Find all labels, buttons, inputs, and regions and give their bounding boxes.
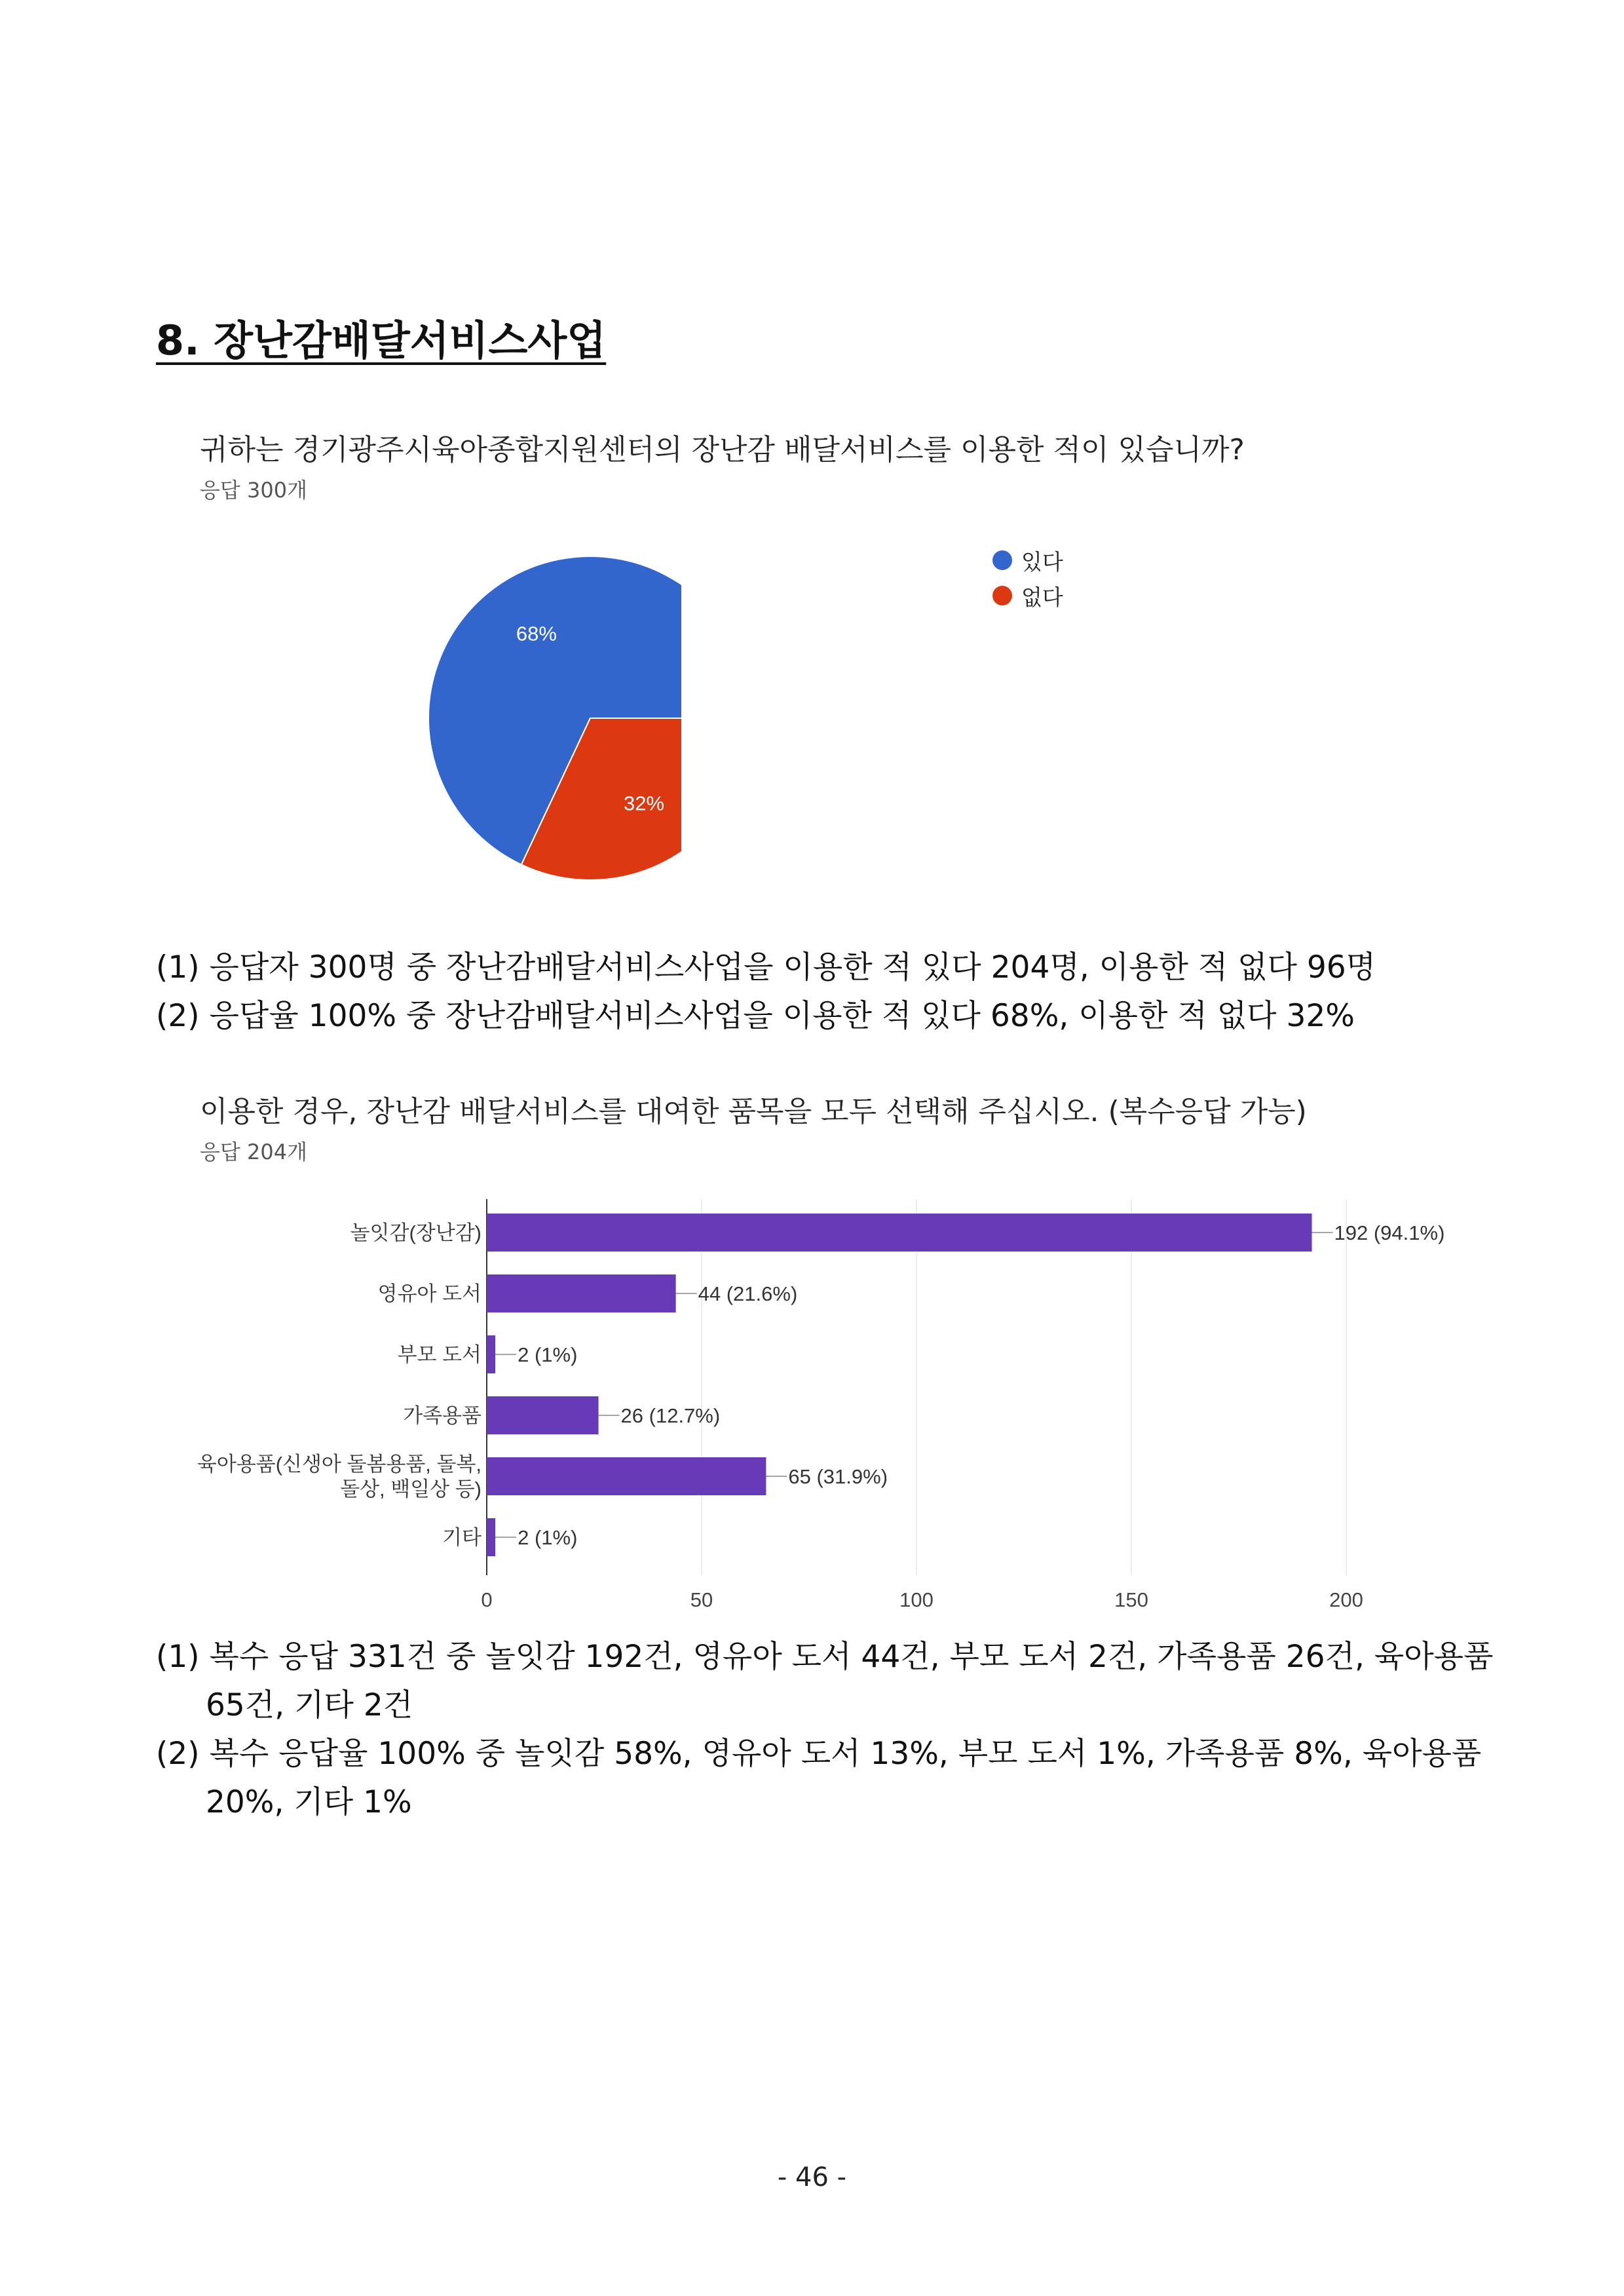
bar-3 [487,1396,599,1434]
pie-legend [992,543,1063,613]
q2-summary-line2: (2) 복수 응답율 100% 중 놀잇감 58%, 영유아 도서 13%, 부모 도서 1%, 가족용품 8%, 육아용품 [156,1736,1482,1772]
q1-response-count: 응답 300개 [200,478,307,503]
data-label-2: 2 (1%) [518,1343,578,1366]
x-tick-label: 150 [1114,1588,1148,1611]
category-label-2: 부모 도서 [397,1343,482,1366]
legend-label-no: 없다 [1021,584,1063,610]
legend-item-no [992,578,1063,613]
data-label-3: 26 (12.7%) [620,1404,721,1427]
x-tick-label: 0 [481,1588,493,1611]
q2-summary-line1: (1) 복수 응답 331건 중 놀잇감 192건, 영유아 도서 44건, 부모 도서 2건, 가족용품 26건, 육아용품 [156,1639,1494,1675]
bar-5 [487,1518,495,1556]
x-tick-label: 200 [1329,1588,1363,1611]
q1-question: 귀하는 경기광주시육아종합지원센터의 장난감 배달서비스를 이용한 적이 있습니까? [200,433,1245,467]
legend-dot-no [992,586,1012,605]
q1-summary-line1: (1) 응답자 300명 중 장난감배달서비스사업을 이용한 적 있다 204명, 이용한 적 없다 96명 [156,949,1376,985]
x-tick-label: 50 [690,1588,713,1611]
pie-chart [406,537,681,891]
bar-4 [487,1457,766,1495]
legend-item-yes [992,543,1063,578]
q2-summary [156,1633,1494,1827]
category-label-4: 돌상, 백일상 등) [340,1478,482,1501]
category-label-0: 놀잇감(장난감) [350,1221,482,1244]
category-label-4: 육아용품(신생아 돌봄용품, 돌복, [197,1453,482,1476]
bar-0 [487,1214,1312,1252]
q2-question: 이용한 경우, 장난감 배달서비스를 대여한 품목을 모두 선택해 주십시오. (복수응답 가능) [200,1095,1307,1128]
category-label-1: 영유아 도서 [377,1282,482,1305]
bar-chart [131,1179,1507,1625]
pie-label-1: 32% [624,792,665,815]
data-label-0: 192 (94.1%) [1334,1221,1445,1244]
legend-label-yes: 있다 [1021,548,1063,575]
q2-response-count: 응답 204개 [200,1139,307,1164]
legend-dot-yes [992,550,1012,570]
pie-label-0: 68% [516,622,557,645]
q1-summary-line2: (2) 응답율 100% 중 장난감배달서비스사업을 이용한 적 있다 68%, 이용한 적 없다 32% [156,998,1355,1034]
bar-2 [487,1335,495,1373]
x-tick-label: 100 [899,1588,934,1611]
q1-summary [156,944,1473,1041]
bar-1 [487,1274,676,1312]
page-number: - 46 - [777,2162,847,2192]
data-label-1: 44 (21.6%) [698,1282,798,1305]
data-label-5: 2 (1%) [518,1526,578,1549]
q2-summary-line2-cont: 20%, 기타 1% [206,1784,412,1820]
category-label-5: 기타 [442,1526,482,1549]
q2-summary-line1-cont: 65건, 기타 2건 [206,1687,413,1723]
section-title: 8. 장난감배달서비스사업 [156,316,607,364]
data-label-4: 65 (31.9%) [788,1465,888,1488]
category-label-3: 가족용품 [403,1404,482,1427]
